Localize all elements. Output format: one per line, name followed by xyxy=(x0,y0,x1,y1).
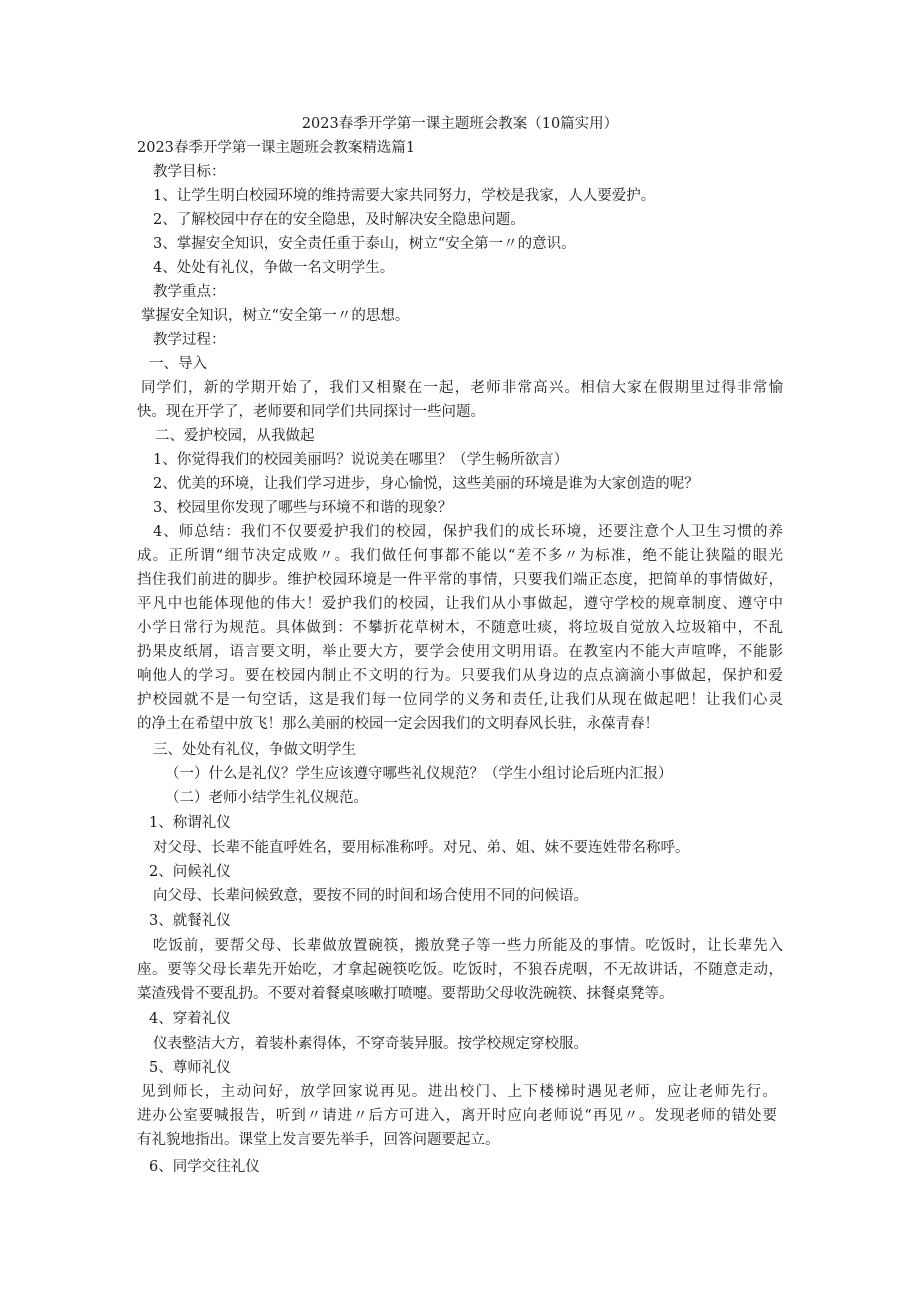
paragraph-line: 成。正所谓“细节决定成败〃。我们做任何事都不能以“差不多〃为标准，绝不能让狭隘的眼光 xyxy=(137,548,783,564)
paragraph-line: 2、问候礼仪 xyxy=(149,864,231,880)
paragraph-line: 一、导入 xyxy=(149,356,207,372)
paragraph-line: 挡住我们前进的脚步。维护校园环境是一件平常的事情，只要我们端正态度，把简单的事情做好， xyxy=(137,572,783,588)
paragraph-line: 座。要等父母长辈先开始吃，才拿起碗筷吃饭。吃饭时，不狼吞虎咽，不无故讲话，不随意走动， xyxy=(137,962,783,978)
paragraph-line: 4、穿着礼仪 xyxy=(149,1011,231,1027)
paragraph-line: 进办公室要喊报告，听到〃请进〃后方可进入，离开时应向老师说“再见〃。发现老师的错处要 xyxy=(137,1108,777,1124)
paragraph-line: 4、师总结：我们不仅要爱护我们的校园，保护我们的成长环境，还要注意个人卫生习惯的养 xyxy=(153,524,783,540)
paragraph-line: 2、优美的环境，让我们学习进步，身心愉悦，这些美丽的环境是谁为大家创造的呢？ xyxy=(153,476,699,492)
paragraph-line: 掌握安全知识，树立“安全第一〃的思想。 xyxy=(141,308,410,324)
paragraph-line: 见到师长，主动问好，放学回家说再见。进出校门、上下楼梯时遇见老师，应让老师先行。 xyxy=(141,1084,777,1100)
paragraph-line: 教学重点： xyxy=(153,284,226,300)
paragraph-line: 向父母、长辈问候致意，要按不同的时间和场合使用不同的问候语。 xyxy=(153,888,588,904)
paragraph-line: 1、你觉得我们的校园美丽吗？说说美在哪里？（学生畅所欲言） xyxy=(153,452,569,468)
paragraph-line: （二）老师小结学生礼仪规范。 xyxy=(165,790,368,806)
paragraph-line: 护校园就不是一句空话，这是我们每一位同学的义务和责任,让我们从现在做起吧！让我们心灵 xyxy=(137,692,783,708)
paragraph-line: 仪表整洁大方，着装朴素得体，不穿奇装异服。按学校规定穿校服。 xyxy=(153,1036,588,1052)
document-title: 2023春季开学第一课主题班会教案（10篇实用） xyxy=(301,116,619,132)
paragraph-line: 平凡中也能体现他的伟大！爱护我们的校园，让我们从小事做起，遵守学校的规章制度、遵守中 xyxy=(137,596,783,612)
paragraph-line: 同学们，新的学期开始了，我们又相聚在一起，老师非常高兴。相信大家在假期里过得非常愉 xyxy=(141,380,783,396)
paragraph-line: 二、爱护校园，从我做起 xyxy=(155,428,315,444)
paragraph-line: 的净土在希望中放飞！那么美丽的校园一定会因我们的文明春风长驻，永葆青春！ xyxy=(137,716,659,732)
paragraph-line: 1、称谓礼仪 xyxy=(149,815,231,831)
paragraph-line: 教学过程： xyxy=(153,332,226,348)
paragraph-line: 5、尊师礼仪 xyxy=(149,1060,231,1076)
paragraph-line: 菜渣残骨不要乱扔。不要对着餐桌咳嗽打喷嚏。要帮助父母收洗碗筷、抹餐桌凳等。 xyxy=(137,986,674,1002)
paragraph-line: 小学日常行为规范。具体做到：不攀折花草树木，不随意吐痰，将垃圾自觉放入垃圾箱中，不乱 xyxy=(137,620,783,636)
paragraph-line: 3、就餐礼仪 xyxy=(149,913,231,929)
paragraph-line: 三、处处有礼仪，争做文明学生 xyxy=(153,742,356,758)
paragraph-line: 4、处处有礼仪，争做一名文明学生。 xyxy=(153,260,395,276)
paragraph-line: 1、让学生明白校园环境的维持需要大家共同努力，学校是我家，人人要爱护。 xyxy=(153,188,656,204)
paragraph-line: 响他人的学习。要在校园内制止不文明的行为。只要我们从身边的点点滴滴小事做起，保护和爱 xyxy=(137,668,783,684)
paragraph-line: 吃饭前，要帮父母、长辈做放置碗筷，搬放凳子等一些力所能及的事情。吃饭时，让长辈先入 xyxy=(153,938,783,954)
paragraph-line: 6、同学交往礼仪 xyxy=(149,1159,260,1175)
paragraph-line: （一）什么是礼仪？学生应该遵守哪些礼仪规范？（学生小组讨论后班内汇报） xyxy=(165,766,673,782)
paragraph-line: 快。现在开学了，老师要和同学们共同探讨一些问题。 xyxy=(137,404,485,420)
paragraph-line: 有礼貌地指出。课堂上发言要先举手，回答问题要起立。 xyxy=(137,1132,500,1148)
paragraph-line: 教学目标： xyxy=(153,164,226,180)
paragraph-line: 2、了解校园中存在的安全隐患，及时解决安全隐患问题。 xyxy=(153,212,525,228)
paragraph-line: 3、掌握安全知识，安全责任重于泰山，树立“安全第一〃的意识。 xyxy=(153,236,576,252)
paragraph-line: 扔果皮纸屑，语言要文明，举止要大方，要学会使用文明用语。在教室内不能大声喧哗，不能影 xyxy=(137,644,783,660)
paragraph-line: 对父母、长辈不能直呼姓名，要用标准称呼。对兄、弟、姐、妹不要连姓带名称呼。 xyxy=(153,840,690,856)
section-heading: 2023春季开学第一课主题班会教案精选篇1 xyxy=(137,140,416,156)
paragraph-line: 3、校园里你发现了哪些与环境不和谐的现象？ xyxy=(153,500,453,516)
